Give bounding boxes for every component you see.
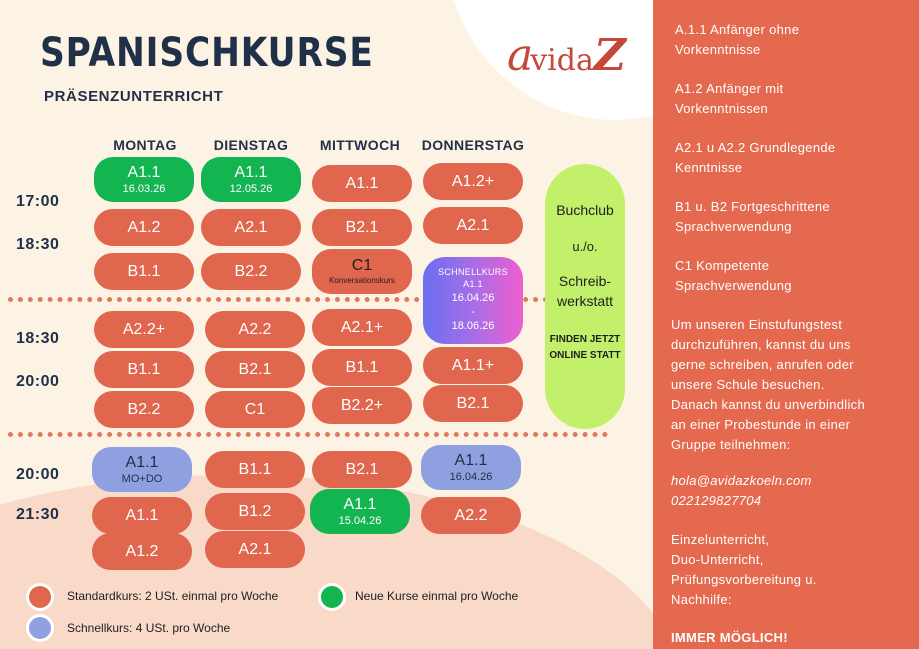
course-pill-new[interactable]: A1.1 15.04.26 [310, 489, 410, 534]
course-pill[interactable]: B1.1 [94, 351, 194, 388]
course-pill-new[interactable]: A1.1 12.05.26 [201, 157, 301, 202]
course-pill[interactable]: A2.2+ [94, 311, 194, 348]
info-panel [653, 0, 919, 649]
level-description: A1.2 Anfänger mit Vorkenntnissen [675, 81, 784, 116]
course-pill-fast[interactable]: A1.1 16.04.26 [421, 445, 521, 490]
course-pill[interactable]: A2.1 [201, 209, 301, 246]
course-pill[interactable]: A1.2 [92, 533, 192, 570]
time-label: 17:00 [16, 193, 60, 210]
course-pill[interactable]: B1.1 [312, 349, 412, 386]
course-pill[interactable]: A1.1 [312, 165, 412, 202]
buchclub-pill[interactable]: Buchclub u./o. Schreib- werkstatt FINDEN JETZT ONLINE STATT [545, 164, 625, 429]
course-pill[interactable]: B1.1 [94, 253, 194, 290]
course-pill[interactable]: B1.2 [205, 493, 305, 530]
course-pill[interactable]: B2.2 [201, 253, 301, 290]
time-label: 20:00 [16, 373, 60, 390]
level-description: A2.1 u A2.2 Grundlegende Kenntnisse [675, 140, 836, 175]
level-description: B1 u. B2 Fortgeschrittene Sprachverwendung [675, 199, 830, 234]
placement-test-info: Um unseren Einstufungstest durchzuführen, kannst du uns gerne schreiben, anrufen oder unsere Schule besuchen. Danach kannst du unverbindlich an einer Probestunde in einer Gruppe teilnehmen: [671, 317, 866, 452]
course-pill[interactable]: A2.2 [205, 311, 305, 348]
time-label: 18:30 [16, 236, 60, 253]
course-pill-conversation[interactable]: C1 Konversationskurs [312, 249, 412, 294]
level-description: C1 Kompetente Sprachverwendung [675, 258, 792, 293]
time-label: 20:00 [16, 466, 60, 483]
course-pill[interactable]: B2.2+ [312, 387, 412, 424]
course-pill[interactable]: B1.1 [205, 451, 305, 488]
legend-standard-label: Standardkurs: 2 USt. einmal pro Woche [67, 589, 279, 603]
legend-new-dot [321, 586, 343, 608]
course-pill-new[interactable]: A1.1 16.03.26 [94, 157, 194, 202]
time-block-divider [8, 432, 608, 437]
course-pill[interactable]: C1 [205, 391, 305, 428]
day-header-monday: MONTAG [113, 137, 177, 153]
time-label: 21:30 [16, 506, 60, 523]
course-pill-fast[interactable]: A1.1 MO+DO [92, 447, 192, 492]
legend-standard-dot [29, 586, 51, 608]
course-pill[interactable]: B2.1 [312, 209, 412, 246]
day-header-wednesday: MITTWOCH [319, 137, 401, 153]
contact-phone[interactable]: 022129827704 [671, 493, 762, 508]
course-pill[interactable]: B2.2 [94, 391, 194, 428]
legend-fast-dot [29, 617, 51, 639]
page-title: SPANISCHKURSE [40, 30, 374, 76]
course-pill[interactable]: A1.2+ [423, 163, 523, 200]
course-pill[interactable]: A1.2 [94, 209, 194, 246]
course-pill[interactable]: A2.1+ [312, 309, 412, 346]
always-possible: IMMER MÖGLICH! [671, 630, 788, 645]
time-label: 18:30 [16, 330, 60, 347]
course-pill[interactable]: A2.1 [205, 531, 305, 568]
course-pill[interactable]: A2.2 [421, 497, 521, 534]
day-header-tuesday: DIENSTAG [213, 137, 289, 153]
level-description: A.1.1 Anfänger ohne Vorkenntnisse [675, 22, 800, 57]
contact-email[interactable]: hola@avidazkoeln.com [671, 473, 812, 488]
fast-course-pill[interactable]: SCHNELLKURS A1.1 16.04.26 - 18.06.26 [423, 257, 523, 344]
course-pill[interactable]: A2.1 [423, 207, 523, 244]
legend-fast-label: Schnellkurs: 4 USt. pro Woche [67, 621, 231, 635]
legend-new-label: Neue Kurse einmal pro Woche [355, 589, 519, 603]
day-header-thursday: DONNERSTAG [421, 137, 525, 153]
extra-services: Einzelunterricht, Duo-Unterricht, Prüfungsvorbereitung u. Nachhilfe: [671, 532, 817, 607]
course-pill[interactable]: B2.1 [423, 385, 523, 422]
course-pill[interactable]: A1.1+ [423, 347, 523, 384]
course-pill[interactable]: A1.1 [92, 497, 192, 534]
page-subtitle: PRÄSENZUNTERRICHT [44, 88, 224, 105]
avidaz-logo: avidaZ [507, 30, 626, 81]
course-pill[interactable]: B2.1 [312, 451, 412, 488]
course-pill[interactable]: B2.1 [205, 351, 305, 388]
